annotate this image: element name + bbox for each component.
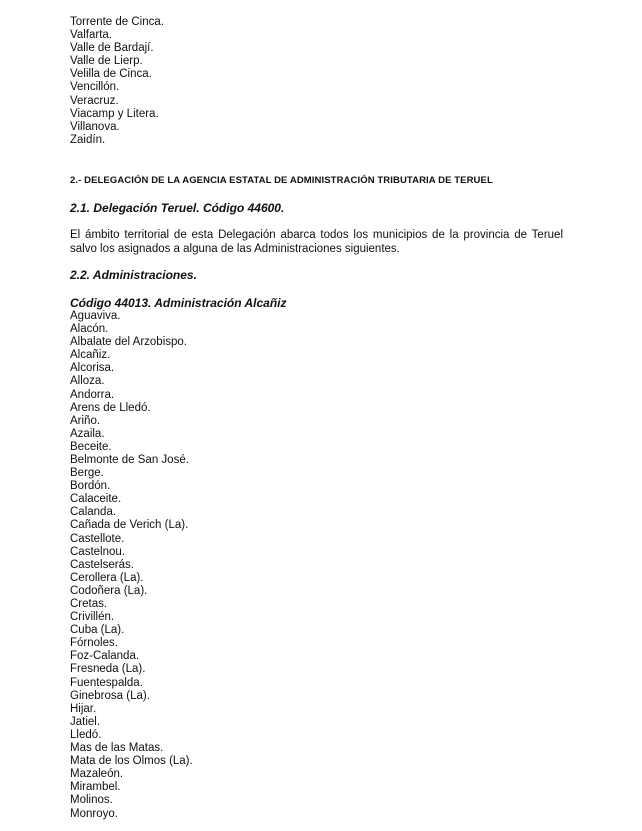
list-item: Alloza. bbox=[70, 375, 105, 388]
list-item: Cretas. bbox=[70, 598, 108, 610]
subsection-paragraph: El ámbito territorial de esta Delegación abarca todos los municipios de la provincia de Teruel salvo los asignados a alguna de las Administraciones siguientes. bbox=[70, 228, 563, 255]
list-item: Albalate del Arzobispo. bbox=[70, 336, 187, 349]
list-item: Fuentespalda. bbox=[70, 676, 143, 689]
list-item: Berge. bbox=[70, 467, 104, 480]
list-item: Azaila. bbox=[70, 427, 105, 440]
administration-heading: Código 44013. Administración Alcañiz bbox=[70, 295, 287, 310]
list-item: Castelserás. bbox=[70, 558, 134, 571]
subsection-title-administraciones: 2.2. Administraciones. bbox=[70, 267, 197, 282]
list-item: Villanova. bbox=[70, 120, 120, 133]
list-item: Valle de Bardají. bbox=[70, 42, 154, 55]
list-item: Valle de Lierp. bbox=[70, 55, 143, 68]
list-item: Codoñera (La). bbox=[70, 584, 148, 597]
list-item: Beceite. bbox=[70, 440, 112, 453]
subsection-title-delegacion: 2.1. Delegación Teruel. Código 44600. bbox=[70, 200, 285, 215]
list-item: Castellote. bbox=[70, 532, 125, 545]
list-item: Zaidín. bbox=[70, 133, 106, 146]
list-item: Aguaviva. bbox=[70, 309, 121, 322]
list-item: Mata de los Olmos (La). bbox=[70, 755, 193, 768]
list-item: Cuba (La). bbox=[70, 624, 125, 637]
list-item: Arens de Lledó. bbox=[70, 401, 151, 414]
list-item: Valfarta. bbox=[70, 29, 112, 42]
list-item: Hijar. bbox=[70, 702, 97, 715]
list-item: Calaceite. bbox=[70, 493, 122, 506]
list-item: Cerollera (La). bbox=[70, 571, 144, 584]
list-item: Velilla de Cinca. bbox=[70, 68, 152, 81]
list-item: Viacamp y Litera. bbox=[70, 107, 159, 120]
list-item: Cañada de Verich (La). bbox=[70, 519, 189, 532]
list-item: Monroyo. bbox=[70, 807, 118, 820]
section-heading bbox=[70, 175, 570, 187]
section-heading-text: 2.- DELEGACIÓN DE LA AGENCIA ESTATAL DE ADMINISTRACIÓN TRIBUTARIA DE TERUEL bbox=[70, 174, 493, 186]
list-item: Jatiel. bbox=[70, 715, 101, 728]
list-item: Bordón. bbox=[70, 480, 111, 493]
list-item: Fórnoles. bbox=[70, 637, 118, 650]
list-item: Belmonte de San José. bbox=[70, 453, 189, 466]
list-item: Molinos. bbox=[70, 794, 113, 807]
list-item: Vencillón. bbox=[70, 81, 120, 94]
list-item: Alcañiz. bbox=[70, 349, 111, 362]
list-item: Lledó. bbox=[70, 728, 102, 741]
list-item: Calanda. bbox=[70, 506, 117, 519]
list-item: Mas de las Matas. bbox=[70, 742, 164, 755]
municipality-list-top bbox=[70, 16, 570, 147]
list-item: Mazaleón. bbox=[70, 768, 124, 781]
list-item: Castelnou. bbox=[70, 545, 125, 558]
list-item: Fresneda (La). bbox=[70, 663, 146, 676]
list-item: Alcorisa. bbox=[70, 362, 115, 375]
list-item: Mirambel. bbox=[70, 781, 121, 794]
list-item: Crivillén. bbox=[70, 611, 115, 624]
list-item: Alacón. bbox=[70, 323, 109, 336]
list-item: Ariño. bbox=[70, 414, 101, 427]
list-item: Andorra. bbox=[70, 388, 115, 401]
list-item: Veracruz. bbox=[70, 94, 119, 107]
list-item: Torrente de Cinca. bbox=[70, 16, 164, 28]
list-item: Foz-Calanda. bbox=[70, 650, 140, 663]
list-item: Ginebrosa (La). bbox=[70, 689, 150, 702]
document-page bbox=[70, 16, 570, 821]
municipality-list-alcaniz bbox=[70, 310, 570, 821]
